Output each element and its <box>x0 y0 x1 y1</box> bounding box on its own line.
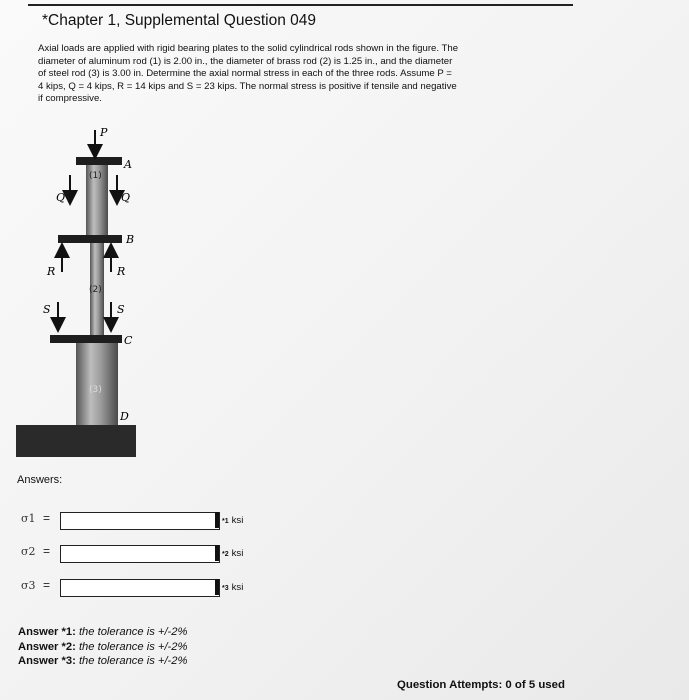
tolerance-text: the tolerance is +/-2% <box>78 655 188 668</box>
label-rod-2: (2) <box>89 285 102 295</box>
answer-number: *2 <box>222 551 229 558</box>
label-s-left: S <box>43 303 51 316</box>
problem-line: 4 kips, Q = 4 kips, R = 14 kips and S = 23 kips. The normal stress is positive if tensile and negative <box>38 80 457 92</box>
tolerance-lead: Answer *1: <box>18 626 76 638</box>
equals-sign: = <box>43 544 51 558</box>
answer-marker <box>215 512 219 528</box>
answer-number: *3 <box>222 585 229 592</box>
tolerance-text: the tolerance is +/-2% <box>78 640 188 653</box>
plate-c <box>50 335 122 343</box>
tolerance-lead: Answer *2: <box>18 640 76 653</box>
sigma-1-input[interactable] <box>60 512 220 530</box>
problem-line: if compressive. <box>38 93 102 105</box>
tolerance-line <box>18 654 187 669</box>
problem-statement <box>38 43 598 106</box>
label-a: A <box>124 158 132 171</box>
answers-heading: Answers: <box>17 474 63 486</box>
tolerance-line <box>18 640 187 655</box>
sigma-3-input[interactable] <box>60 579 220 597</box>
rod-figure <box>0 118 140 463</box>
unit-label <box>222 548 243 559</box>
label-rod-3: (3) <box>89 385 102 395</box>
plate-a <box>76 157 122 165</box>
answer-marker <box>215 545 219 561</box>
equals-sign: = <box>43 511 51 525</box>
equals-sign: = <box>43 578 51 592</box>
label-q-left: Q <box>56 191 66 204</box>
header-rule <box>28 4 573 6</box>
unit-text: ksi <box>231 548 244 559</box>
label-rod-1: (1) <box>89 171 102 181</box>
base-d <box>16 425 136 457</box>
label-d: D <box>120 410 129 423</box>
question-title: *Chapter 1, Supplemental Question 049 <box>42 12 317 29</box>
sigma-2-label: σ2 <box>21 545 36 558</box>
tolerance-line <box>18 625 187 640</box>
label-c: C <box>124 334 133 347</box>
answer-number: *1 <box>222 518 229 525</box>
label-p: P <box>100 126 108 139</box>
label-r-right: R <box>117 265 126 278</box>
problem-line: Axial loads are applied with rigid bearing plates to the solid cylindrical rods shown in the figure. The <box>38 43 459 54</box>
tolerance-notes <box>18 625 187 669</box>
rod-3 <box>76 343 118 425</box>
label-r-left: R <box>47 265 56 278</box>
sigma-1-label: σ1 <box>21 512 36 525</box>
unit-text: ksi <box>231 515 244 526</box>
unit-text: ksi <box>231 582 244 593</box>
tolerance-text: the tolerance is +/-2% <box>78 626 188 638</box>
label-q-right: Q <box>121 191 131 204</box>
problem-line: of steel rod (3) is 3.00 in. Determine the axial normal stress in each of the three rods. Assume P = <box>38 68 452 80</box>
sigma-3-label: σ3 <box>21 579 36 592</box>
answer-marker <box>215 579 219 595</box>
label-s-right: S <box>117 303 125 316</box>
unit-label <box>222 582 243 593</box>
problem-line: diameter of aluminum rod (1) is 2.00 in., the diameter of brass rod (2) is 1.25 in., and the diameter <box>38 55 453 67</box>
label-b: B <box>126 233 135 246</box>
sigma-2-input[interactable] <box>60 545 220 563</box>
tolerance-lead: Answer *3: <box>18 655 76 668</box>
plate-b <box>58 235 122 243</box>
attempts-counter: Question Attempts: 0 of 5 used <box>397 679 565 691</box>
unit-label <box>222 515 243 526</box>
